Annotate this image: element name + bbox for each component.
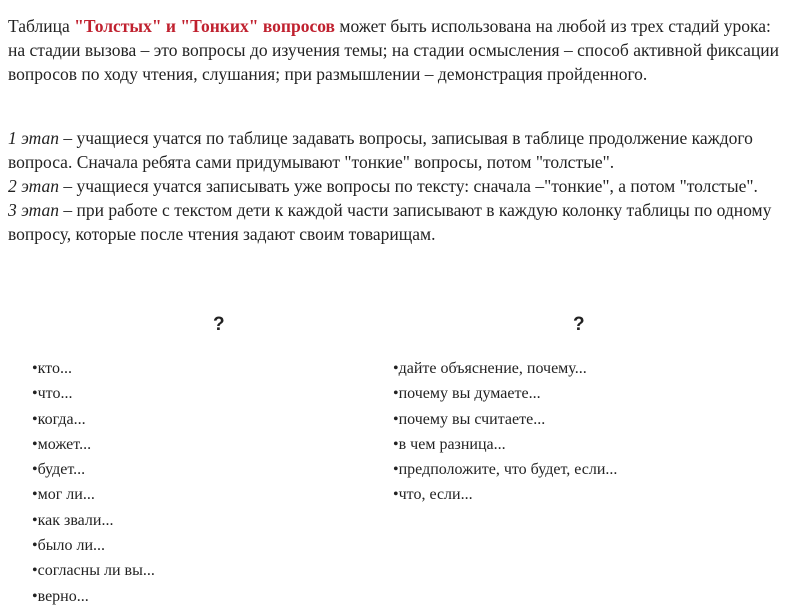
list-item: • почему вы думаете... <box>393 381 617 406</box>
intro-highlight: "Толстых" и "Тонких" вопросов <box>74 16 335 36</box>
list-item: • что, если... <box>393 482 617 507</box>
list-item: • как звали... <box>32 508 155 533</box>
list-item: • когда... <box>32 407 155 432</box>
list-item: • почему вы считаете... <box>393 407 617 432</box>
thick-questions-list <box>393 356 617 508</box>
list-item: • предположите, что будет, если... <box>393 457 617 482</box>
stage-3-text: – при работе с текстом дети к каждой части записывают в каждую колонку таблицы по одному вопросу, которые после чтения задают своим товарищам. <box>8 200 772 244</box>
thin-questions-list <box>32 356 155 609</box>
list-item: • в чем разница... <box>393 432 617 457</box>
stage-3-label: 3 этап <box>8 200 59 220</box>
list-item: • было ли... <box>32 533 155 558</box>
thick-questions-header: ? <box>573 314 585 335</box>
thin-questions-header: ? <box>213 314 225 335</box>
list-item: • что... <box>32 381 155 406</box>
stage-2-text: – учащиеся учатся записывать уже вопросы по тексту: сначала –"тонкие", а потом "толстые". <box>58 176 758 196</box>
list-item: • дайте объяснение, почему... <box>393 356 617 381</box>
intro-text-end: может быть использована на любой из трех стадий урока: на стадии вызова – это вопросы до изучения темы; на стадии осмысления – способ активной фиксации вопросов по ходу чтения, слушания; при размышлении – демонстрация пройденного. <box>8 16 779 84</box>
list-item: • согласны ли вы... <box>32 558 155 583</box>
stage-1 <box>8 126 792 174</box>
list-item: • может... <box>32 432 155 457</box>
stage-2 <box>8 174 792 198</box>
stage-3 <box>8 198 792 246</box>
list-item: • будет... <box>32 457 155 482</box>
list-item: • кто... <box>32 356 155 381</box>
stage-2-label: 2 этап <box>8 176 59 196</box>
list-item: • мог ли... <box>32 482 155 507</box>
intro-paragraph <box>8 14 792 86</box>
intro-text-start: Таблица <box>8 16 75 36</box>
stages-section <box>8 126 792 246</box>
list-item: • верно... <box>32 584 155 609</box>
stage-1-label: 1 этап <box>8 128 59 148</box>
stage-1-text: – учащиеся учатся по таблице задавать вопросы, записывая в таблице продолжение каждого вопроса. Сначала ребята сами придумывают "тонкие" вопросы, потом "толстые". <box>8 128 753 172</box>
